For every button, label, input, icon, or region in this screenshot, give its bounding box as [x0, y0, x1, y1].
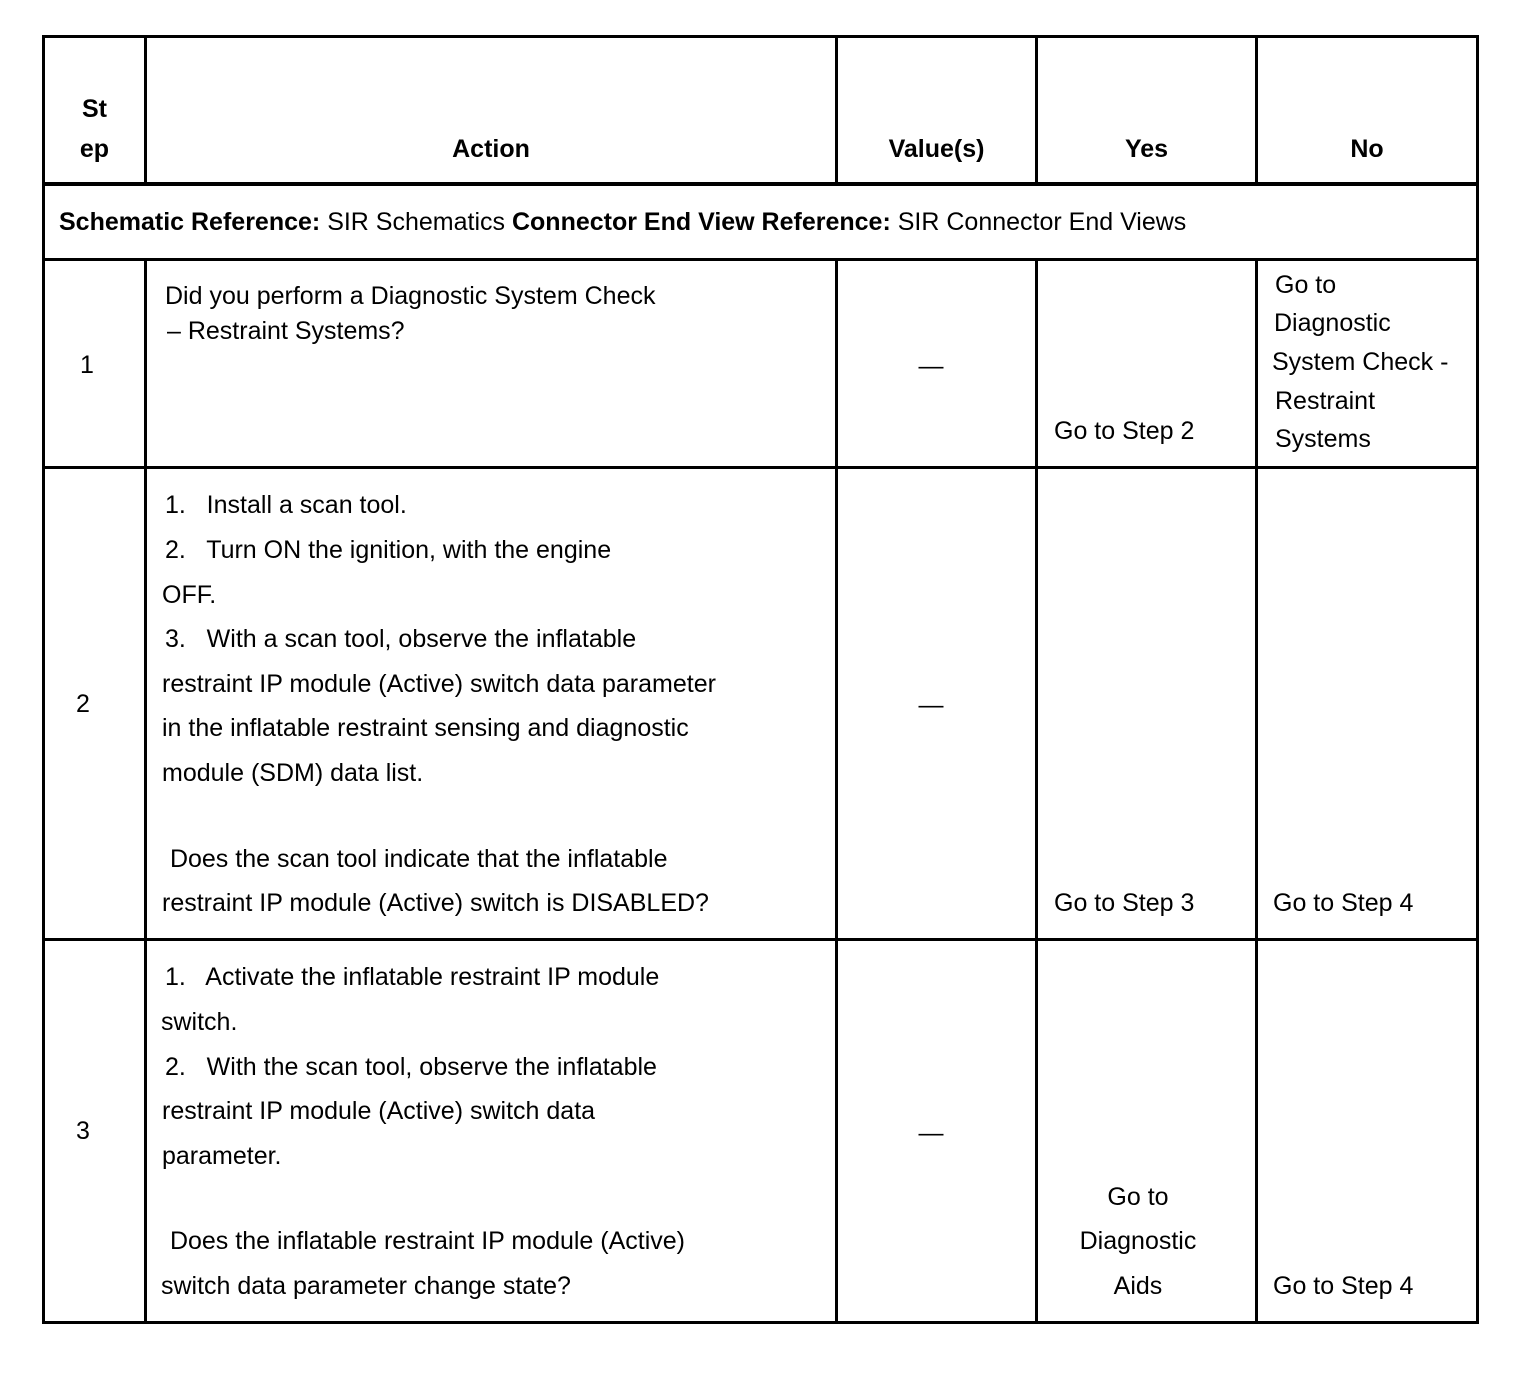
- row3-step: 3: [76, 1117, 90, 1145]
- row2-action-line: in the inflatable restraint sensing and diagnostic: [162, 714, 689, 742]
- row3-action-line: switch.: [161, 1008, 238, 1036]
- row1-no-line: System Check -: [1272, 348, 1449, 376]
- row3-yes-line: Aids: [1113, 1272, 1163, 1300]
- row1-no-line: Go to: [1275, 271, 1337, 299]
- row3-action-line: 1. Activate the inflatable restraint IP module: [165, 963, 660, 991]
- row2-value: —: [918, 691, 944, 719]
- row2-action-line: module (SDM) data list.: [162, 759, 424, 787]
- header-no: No: [1350, 135, 1384, 163]
- col-divider-action: [835, 258, 838, 1324]
- row2-action-line: 1. Install a scan tool.: [165, 491, 407, 519]
- row2-yes: Go to Step 3: [1054, 889, 1195, 917]
- row2-action-line: 3. With a scan tool, observe the inflatable: [165, 625, 637, 653]
- row1-value: —: [918, 352, 944, 380]
- schematic-reference-label: Schematic Reference:: [59, 208, 321, 236]
- row2-action-line: OFF.: [162, 581, 217, 609]
- row1-bottom-border: [42, 466, 1479, 469]
- row1-step: 1: [80, 351, 94, 379]
- row1-action-line: – Restraint Systems?: [167, 317, 405, 345]
- row1-yes: Go to Step 2: [1054, 417, 1195, 445]
- reference-line: [59, 205, 1186, 239]
- row3-action-line: restraint IP module (Active) switch data: [162, 1097, 596, 1125]
- row2-no: Go to Step 4: [1273, 889, 1414, 917]
- row2-step: 2: [76, 690, 90, 718]
- row2-action-line: 2. Turn ON the ignition, with the engine: [165, 536, 612, 564]
- row1-no-line: Systems: [1275, 425, 1371, 453]
- row3-action-line: parameter.: [162, 1142, 282, 1170]
- connector-reference-label: Connector End View Reference:: [511, 208, 891, 236]
- row3-action-line: 2. With the scan tool, observe the inflatable: [165, 1053, 657, 1081]
- row2-bottom-border: [42, 938, 1479, 941]
- header-values: Value(s): [888, 135, 985, 163]
- row1-no-line: Diagnostic: [1274, 309, 1391, 337]
- col-divider-value: [1035, 258, 1038, 1324]
- row3-no: Go to Step 4: [1273, 1272, 1414, 1300]
- row2-action-line: restraint IP module (Active) switch is DISABLED?: [162, 889, 709, 917]
- schematic-reference-value: SIR Schematics: [327, 208, 506, 236]
- header-yes: Yes: [1124, 135, 1169, 163]
- col-divider-step: [144, 258, 147, 1324]
- header-bottom-border: [42, 182, 1479, 186]
- col-divider-yes: [1255, 258, 1258, 1324]
- row3-yes-line: Go to: [1107, 1183, 1169, 1211]
- table-border-bottom: [42, 1321, 1479, 1324]
- row2-action-line: restraint IP module (Active) switch data parameter: [162, 670, 716, 698]
- connector-reference-value: SIR Connector End Views: [897, 208, 1187, 236]
- header-action: Action: [452, 135, 530, 163]
- table-border-right: [1476, 35, 1479, 1324]
- row3-value: —: [918, 1119, 944, 1147]
- row3-yes-line: Diagnostic: [1079, 1227, 1197, 1255]
- table-border-top: [42, 35, 1479, 38]
- header-step: St ep: [79, 95, 110, 163]
- row3-action-line: Does the inflatable restraint IP module (Active): [163, 1227, 686, 1255]
- row1-action-line: Did you perform a Diagnostic System Check: [165, 282, 656, 310]
- row1-no-line: Restraint: [1275, 387, 1376, 415]
- reference-bottom-border: [42, 258, 1479, 261]
- row2-action-line: Does the scan tool indicate that the inflatable: [163, 845, 668, 873]
- row3-action-line: switch data parameter change state?: [161, 1272, 571, 1300]
